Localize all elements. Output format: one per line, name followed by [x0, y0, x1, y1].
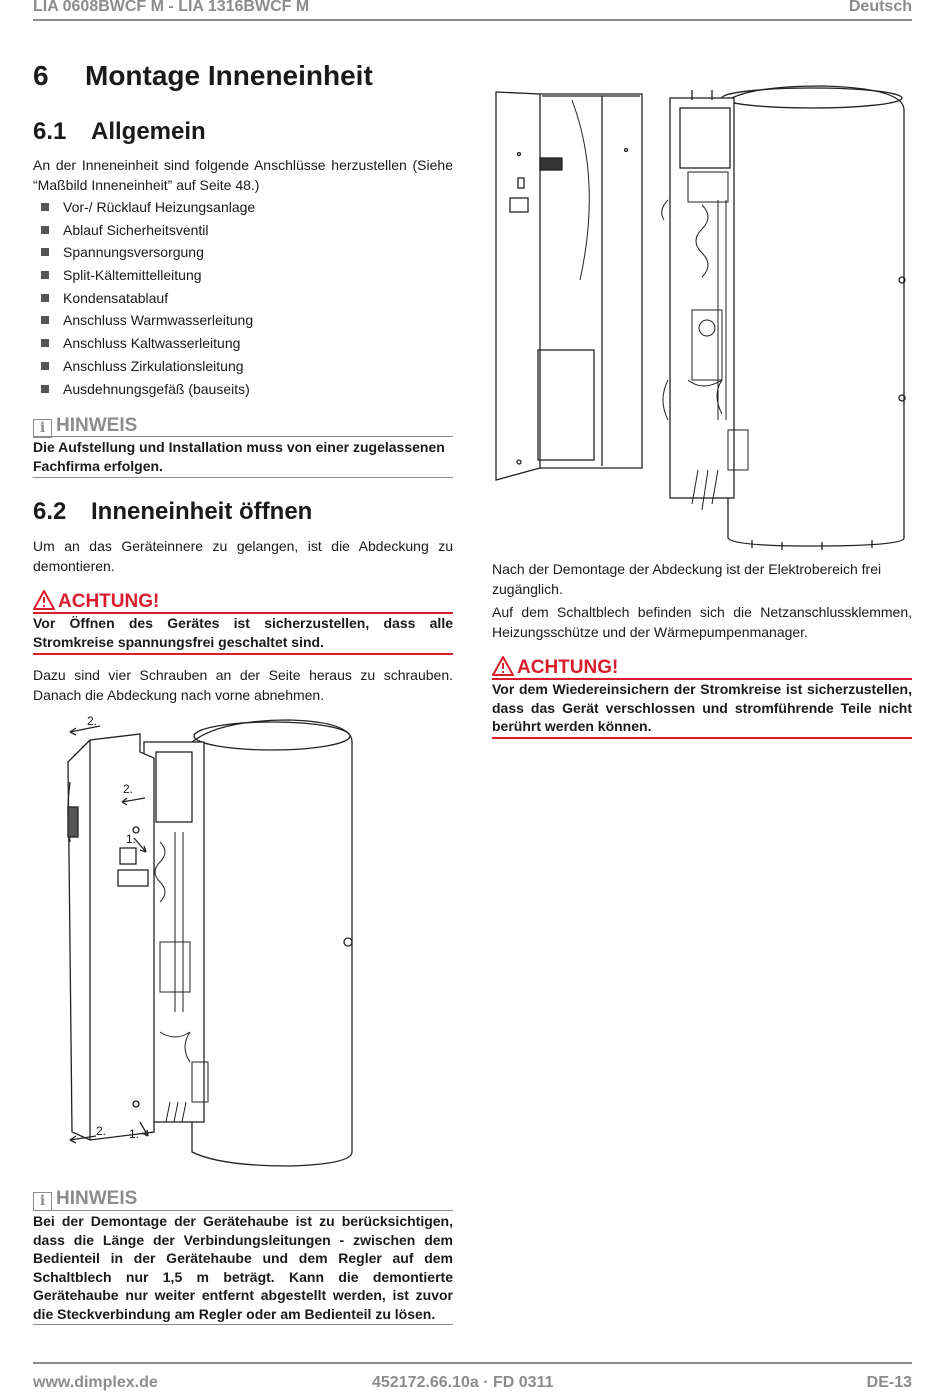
bullet-square-icon [41, 271, 49, 279]
list-item: Kondensatablauf [41, 289, 255, 312]
info-icon: i [33, 1192, 52, 1211]
section-6-2-intro: Um an das Geräteinnere zu gelangen, ist die Abdeckung zu demontieren. [33, 538, 453, 574]
switch-panel-text: Auf dem Schaltblech befinden sich die Netzanschlussklemmen, Heizungsschütze und der Wärmepumpenmanager. [492, 604, 912, 640]
bullet-square-icon [41, 362, 49, 370]
callout-label: 1. [126, 832, 137, 846]
list-item: Anschluss Kaltwasserleitung [41, 334, 255, 357]
cover-removal-illustration [60, 712, 360, 1172]
header-language: Deutsch [848, 0, 912, 15]
section-6-title: Montage Inneneinheit [85, 60, 373, 91]
bullet-square-icon [41, 294, 49, 302]
connection-list [41, 198, 255, 402]
section-6-2-number: 6.2 [33, 498, 67, 525]
header-model: LIA 0608BWCF M - LIA 1316BWCF M [33, 0, 310, 15]
electric-area-text: Nach der Demontage der Abdeckung ist der Elektrobereich frei zugänglich. [492, 561, 882, 597]
list-item: Ausdehnungsgefäß (bauseits) [41, 380, 255, 403]
section-6-1-intro: An der Inneneinheit sind folgende Anschlüsse herzustellen (Siehe “Maßbild Inneneinheit” auf Seite 48.) [33, 157, 453, 193]
note-top-rule [33, 436, 453, 437]
bullet-square-icon [41, 203, 49, 211]
note-bottom-rule [33, 477, 453, 478]
note-top-rule [33, 1210, 453, 1211]
open-unit-illustration [492, 80, 912, 550]
callout-label: 2. [123, 782, 134, 796]
note-bottom-rule [33, 1324, 453, 1325]
bullet-square-icon [41, 339, 49, 347]
page-header [33, 0, 912, 18]
info-icon: i [33, 419, 52, 438]
warning-triangle-icon [33, 590, 55, 610]
section-6-1-number: 6.1 [33, 118, 67, 145]
section-6-1-heading [33, 118, 206, 146]
callout-label: 2. [96, 1124, 107, 1138]
footer-page-number: DE-13 [866, 1374, 912, 1391]
removal-steps-text: Dazu sind vier Schrauben an der Seite heraus zu schrauben. Danach die Abdeckung nach vorne abnehmen. [33, 667, 453, 703]
warning-heading: ACHTUNG! [492, 656, 618, 678]
footer-rule [33, 1362, 912, 1364]
section-6-2-title: Inneneinheit öffnen [91, 498, 313, 525]
list-item: Vor-/ Rücklauf Heizungsanlage [41, 198, 255, 221]
list-item: Anschluss Warmwasserleitung [41, 311, 255, 334]
section-6-2-heading [33, 498, 312, 526]
bullet-square-icon [41, 226, 49, 234]
list-item: Split-Kältemittelleitung [41, 266, 255, 289]
warning-bottom-rule [492, 737, 912, 739]
list-item: Spannungsversorgung [41, 243, 255, 266]
callout-label: 2. [87, 714, 98, 728]
callout-label: 1. [129, 1127, 140, 1141]
footer-website: www.dimplex.de [33, 1374, 158, 1391]
note-heading: i HINWEIS [33, 1188, 137, 1210]
header-rule [33, 19, 912, 21]
note-text: Die Aufstellung und Installation muss von einer zugelassenen Fachfirma erfolgen. [33, 439, 445, 474]
bullet-square-icon [41, 248, 49, 256]
footer-doc-number: 452172.66.10a · FD 0311 [372, 1374, 554, 1391]
warning-bottom-rule [33, 653, 453, 655]
warning-heading: ACHTUNG! [33, 590, 159, 612]
bullet-square-icon [41, 316, 49, 324]
warning-text: Vor dem Wiedereinsichern der Stromkreise ist sicherzustellen, dass das Gerät verschlossen und stromführende Teile nicht berührt werden können. [492, 681, 912, 734]
warning-text: Vor Öffnen des Gerätes ist sicherzustellen, dass alle Stromkreise spannungsfrei geschaltet sind. [33, 615, 453, 650]
section-6-1-title: Allgemein [91, 118, 206, 145]
warning-triangle-icon [492, 656, 514, 676]
list-item: Anschluss Zirkulationsleitung [41, 357, 255, 380]
section-6-heading [33, 60, 373, 92]
note-text: Bei der Demontage der Gerätehaube ist zu berücksichtigen, dass die Länge der Verbindungsleitungen - zwischen dem Bedienteil in der Gerätehaube und dem Regler auf dem Schaltblech nur 1,5 m beträgt. Kann die demontierte Gerätehaube nur weiter entfernt abgestellt werden, ist zuvor die Steckverbindung am Regler oder am Bedienteil zu lösen. [33, 1213, 453, 1322]
section-6-number: 6 [33, 60, 49, 91]
note-heading: i HINWEIS [33, 415, 137, 437]
bullet-square-icon [41, 385, 49, 393]
list-item: Ablauf Sicherheitsventil [41, 221, 255, 244]
